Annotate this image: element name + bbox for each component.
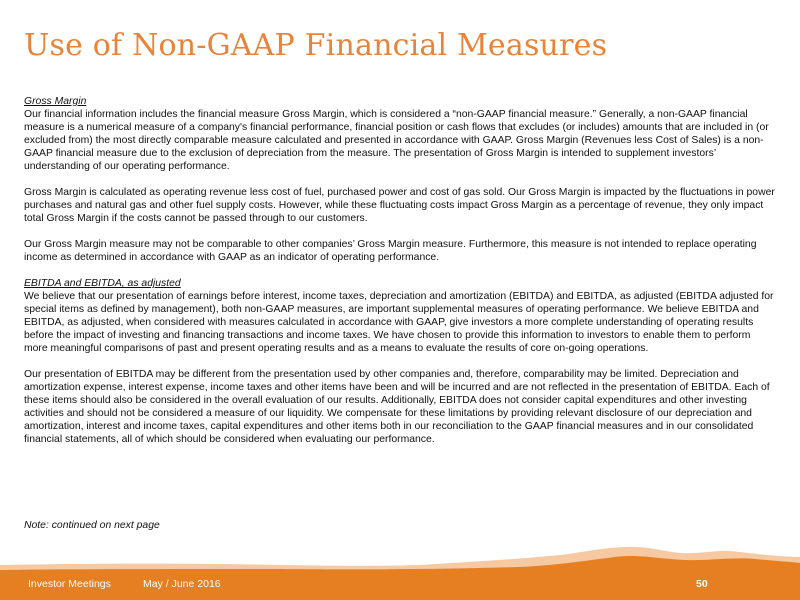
page-number: 50 xyxy=(696,578,708,590)
gross-margin-paragraph-1: Our financial information includes the financial measure Gross Margin, which is considered a “non-GAAP financial measure.” Generally, a non-GAAP financial measure is a numerical measure of a company's financial performance, financial position or cash flows that excludes (or includes) amounts that are included in (or excluded from) the most directly comparable measure calculated and presented in accordance with GAAP. Gross Margin (Revenues less Cost of Sales) is a non-GAAP financial measure due to the exclusion of depreciation from the measure. The presentation of Gross Margin is intended to supplement investors’ understanding of our operating performance. xyxy=(24,109,769,172)
footer-date: May / June 2016 xyxy=(143,578,221,590)
gross-margin-paragraph-3: Our Gross Margin measure may not be comparable to other companies’ Gross Margin measure. Furthermore, this measure is not intended to replace operating income as determined in accordance with GAAP as an indicator of operating performance. xyxy=(24,239,757,263)
continued-note: Note: continued on next page xyxy=(24,520,160,531)
footer-event: Investor Meetings xyxy=(28,578,111,590)
footer-mountain-band xyxy=(0,545,800,600)
body-text xyxy=(24,95,776,446)
gross-margin-paragraph-2: Gross Margin is calculated as operating revenue less cost of fuel, purchased power and cost of gas sold. Our Gross Margin is impacted by the fluctuations in power purchases and natural gas and other fuel supply costs. However, while these fluctuating costs impact Gross Margin as a percentage of revenue, they only impact total Gross Margin if the costs cannot be passed through to our customers. xyxy=(24,187,775,224)
ebitda-paragraph-1: We believe that our presentation of earnings before interest, income taxes, depreciation and amortization (EBITDA) and EBITDA, as adjusted (EBITDA adjusted for special items as defined by management), both non-GAAP measures, are important supplemental measures of operating performance. We believe EBITDA and EBITDA, as adjusted, when considered with measures calculated in accordance with GAAP, give investors a more complete understanding of operating results before the impact of investing and financing transactions and income taxes. We have chosen to provide this information to investors to enable them to perform more meaningful comparisons of past and present operating results and as a means to evaluate the results of core on-going operations. xyxy=(24,291,774,354)
ebitda-heading: EBITDA and EBITDA, as adjusted xyxy=(24,278,181,289)
ebitda-paragraph-2: Our presentation of EBITDA may be different from the presentation used by other companies and, therefore, comparability may be limited. Depreciation and amortization expense, interest expense, income taxes and other items have been and will be incurred and are not reflected in the presentation of EBITDA. Each of these items should also be considered in the overall evaluation of our results. Additionally, EBITDA does not consider capital expenditures and other investing activities and should not be considered a measure of our liquidity. We compensate for these limitations by providing relevant disclosure of our depreciation and amortization, interest and income taxes, capital expenditures and other items both in our reconciliation to the GAAP financial measures and in our consolidated financial statements, all of which should be considered when evaluating our performance. xyxy=(24,369,770,445)
gross-margin-heading: Gross Margin xyxy=(24,96,87,107)
page-title: Use of Non-GAAP Financial Measures xyxy=(24,28,608,63)
